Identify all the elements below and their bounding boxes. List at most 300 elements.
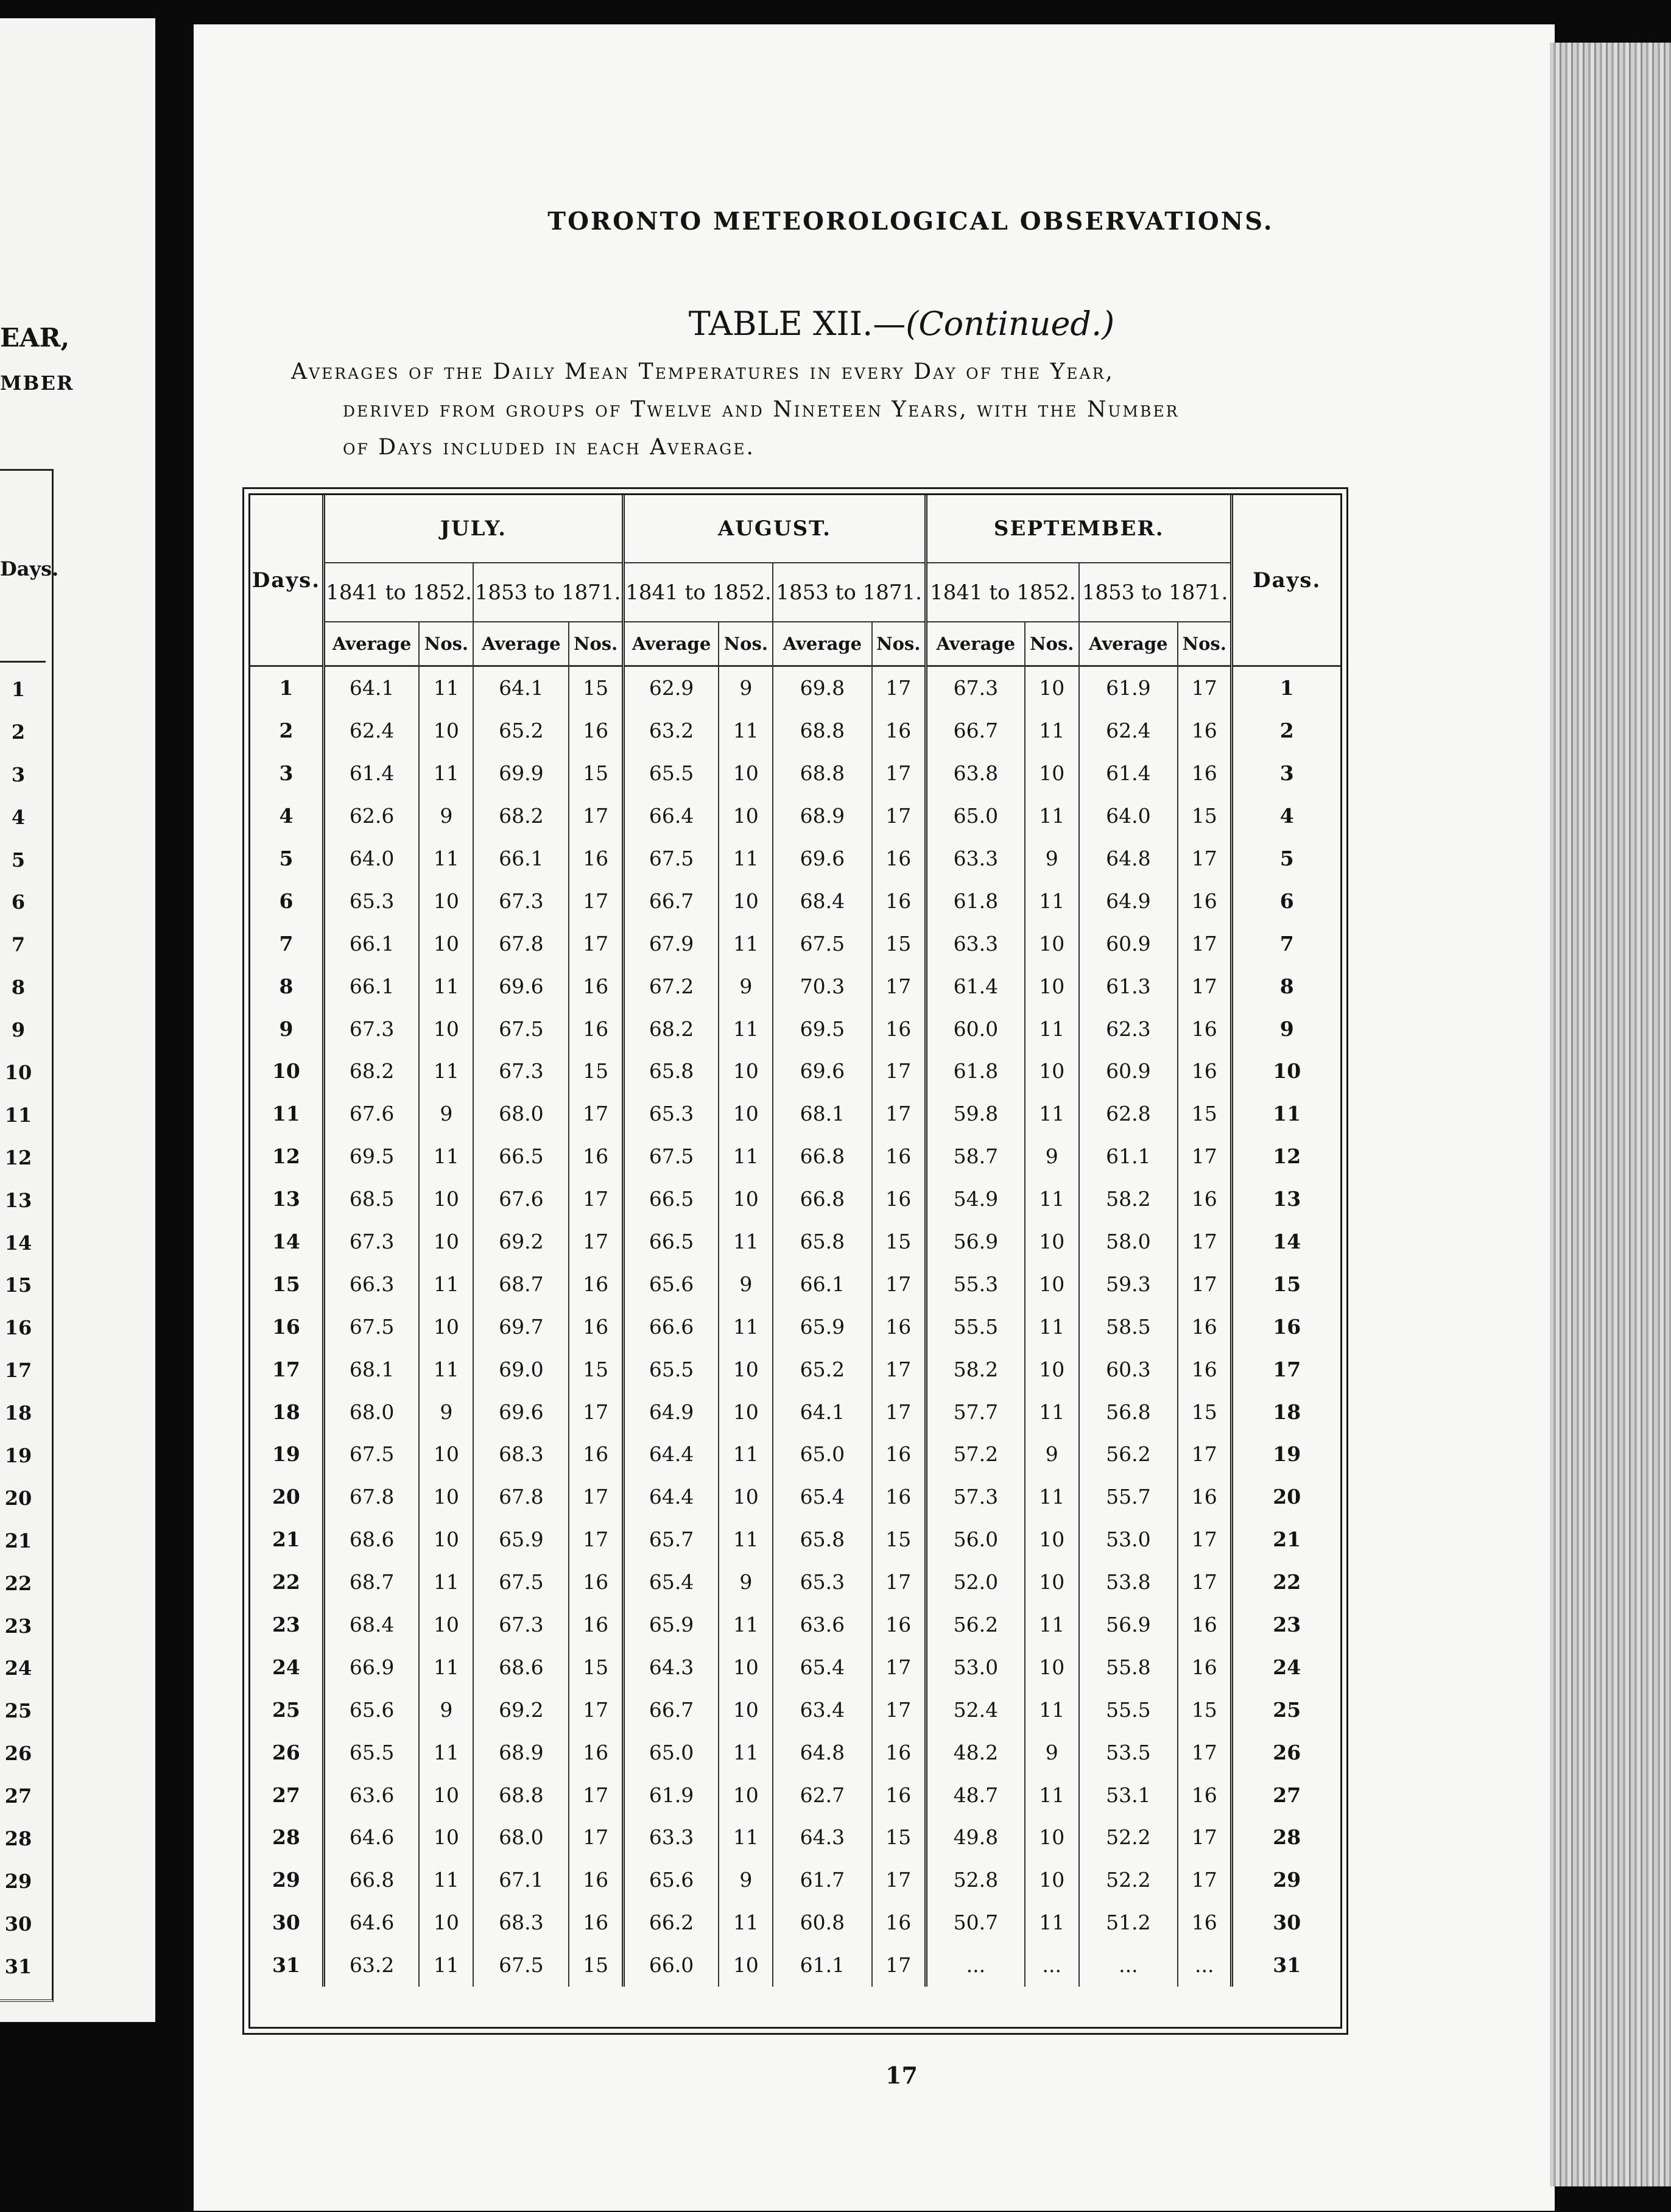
- average-cell: 70.3: [773, 965, 871, 1007]
- average-cell: ...: [926, 1944, 1025, 1987]
- nos-cell: 17: [569, 795, 623, 837]
- average-cell: 57.2: [926, 1433, 1025, 1476]
- average-cell: 62.8: [1079, 1093, 1178, 1135]
- nos-cell: 11: [419, 1731, 473, 1773]
- nos-cell: 10: [1025, 1050, 1079, 1093]
- average-cell: 52.2: [1079, 1816, 1178, 1859]
- nos-cell: 17: [872, 1263, 926, 1305]
- table-row: [250, 752, 1340, 795]
- facing-page-day-number: 13: [4, 1188, 32, 1212]
- average-cell: 68.8: [773, 710, 871, 752]
- average-cell: 68.2: [473, 795, 569, 837]
- day-number-cell: 14: [1273, 1230, 1301, 1254]
- average-cell: 53.0: [1079, 1518, 1178, 1561]
- nos-cell: 16: [569, 1007, 623, 1050]
- facing-page-day-number: 17: [4, 1359, 32, 1382]
- table-row: [250, 1135, 1340, 1178]
- nos-cell: 17: [569, 1773, 623, 1816]
- average-cell: 67.5: [473, 1944, 569, 1987]
- average-cell: 68.2: [623, 1007, 719, 1050]
- month-header-july: JULY.: [323, 495, 623, 563]
- nos-cell: 11: [1025, 1476, 1079, 1518]
- facing-page-day-number: 2: [11, 720, 26, 744]
- average-cell: 58.2: [1079, 1178, 1178, 1220]
- average-cell: 62.4: [1079, 710, 1178, 752]
- day-number-cell: 28: [250, 1816, 323, 1859]
- day-number-cell: 25: [1273, 1697, 1301, 1722]
- nos-cell: 11: [719, 1305, 773, 1348]
- nos-cell: 17: [1178, 1220, 1232, 1263]
- average-cell: 57.7: [926, 1390, 1025, 1433]
- nos-cell: 17: [872, 965, 926, 1007]
- nos-cell: 15: [569, 752, 623, 795]
- day-number-cell: 18: [1273, 1400, 1301, 1424]
- facing-page-day-number: 3: [11, 763, 26, 786]
- average-cell: 67.8: [473, 1476, 569, 1518]
- nos-cell: 16: [569, 1731, 623, 1773]
- nos-cell: 10: [1025, 1646, 1079, 1688]
- day-number-cell: 16: [250, 1305, 323, 1348]
- table-row: [250, 1731, 1340, 1773]
- average-cell: 69.6: [773, 1050, 871, 1093]
- nos-column-header: Nos.: [419, 622, 473, 666]
- table-row: [250, 1476, 1340, 1518]
- facing-page-day-numbers: [0, 669, 37, 1988]
- nos-cell: 16: [1178, 1050, 1232, 1093]
- day-number-cell: 12: [1273, 1144, 1301, 1169]
- facing-page-day-number: 12: [4, 1146, 32, 1169]
- nos-cell: 11: [1025, 1390, 1079, 1433]
- nos-cell: 9: [719, 1859, 773, 1901]
- average-cell: 53.1: [1079, 1773, 1178, 1816]
- day-number-cell: 23: [250, 1604, 323, 1646]
- nos-cell: 15: [569, 1646, 623, 1688]
- average-cell: 67.6: [473, 1178, 569, 1220]
- table-title-main: TABLE XII.—: [688, 305, 906, 343]
- average-cell: 64.9: [1079, 879, 1178, 922]
- average-cell: 51.2: [1079, 1901, 1178, 1944]
- average-cell: 68.9: [473, 1731, 569, 1773]
- day-number-cell: 30: [1273, 1911, 1301, 1935]
- average-cell: 66.3: [323, 1263, 419, 1305]
- average-cell: 61.4: [926, 965, 1025, 1007]
- nos-cell: 16: [1178, 1646, 1232, 1688]
- nos-cell: 11: [719, 1433, 773, 1476]
- day-number-cell: 9: [1279, 1016, 1294, 1041]
- nos-cell: 16: [1178, 1773, 1232, 1816]
- day-number-cell: 14: [250, 1220, 323, 1263]
- facing-page-day-number: 27: [4, 1784, 32, 1808]
- average-cell: 57.3: [926, 1476, 1025, 1518]
- nos-cell: 11: [419, 965, 473, 1007]
- nos-cell: 11: [1025, 1688, 1079, 1731]
- day-number-cell: 13: [1273, 1187, 1301, 1211]
- nos-cell: 10: [419, 1178, 473, 1220]
- period-header: 1853 to 1871.: [473, 563, 623, 622]
- nos-cell: 10: [1025, 1859, 1079, 1901]
- average-cell: 67.3: [323, 1220, 419, 1263]
- nos-cell: 17: [569, 1816, 623, 1859]
- nos-cell: 9: [1025, 1135, 1079, 1178]
- facing-page-day-number: 8: [11, 976, 26, 999]
- day-number-cell: 29: [1273, 1868, 1301, 1892]
- nos-cell: 11: [719, 1518, 773, 1561]
- day-number-cell: 20: [1273, 1485, 1301, 1509]
- table-row: [250, 1348, 1340, 1390]
- nos-cell: 10: [1025, 752, 1079, 795]
- nos-cell: 11: [719, 1007, 773, 1050]
- average-cell: 66.4: [623, 795, 719, 837]
- nos-cell: 10: [1025, 666, 1079, 710]
- page-block-edge: [1550, 43, 1671, 2186]
- facing-page-day-number: 26: [4, 1742, 32, 1766]
- average-cell: 67.5: [773, 922, 871, 965]
- day-number-cell: 22: [1273, 1570, 1301, 1594]
- table-row: [250, 1305, 1340, 1348]
- average-cell: 64.6: [323, 1816, 419, 1859]
- nos-cell: 16: [569, 1561, 623, 1604]
- table-title-continued: (Continued.): [906, 305, 1115, 343]
- average-cell: 64.9: [623, 1390, 719, 1433]
- average-cell: 66.1: [323, 965, 419, 1007]
- day-number-cell: 19: [250, 1433, 323, 1476]
- day-number-cell: 3: [250, 752, 323, 795]
- average-cell: 66.5: [473, 1135, 569, 1178]
- nos-cell: 10: [1025, 1263, 1079, 1305]
- day-number-cell: 21: [1273, 1527, 1301, 1552]
- nos-cell: 10: [419, 1901, 473, 1944]
- average-cell: 61.4: [323, 752, 419, 795]
- nos-cell: 15: [1178, 795, 1232, 837]
- nos-cell: 11: [1025, 795, 1079, 837]
- nos-cell: 11: [419, 1348, 473, 1390]
- nos-cell: 16: [569, 1433, 623, 1476]
- average-cell: 65.5: [323, 1731, 419, 1773]
- period-header: 1853 to 1871.: [773, 563, 926, 622]
- facing-page-day-number: 6: [11, 890, 26, 914]
- nos-cell: 10: [1025, 1220, 1079, 1263]
- nos-cell: 10: [419, 922, 473, 965]
- average-cell: 68.4: [323, 1604, 419, 1646]
- table-row: [250, 1007, 1340, 1050]
- average-cell: 55.5: [1079, 1688, 1178, 1731]
- day-number-cell: 25: [250, 1688, 323, 1731]
- nos-cell: 11: [419, 1944, 473, 1987]
- average-cell: 63.8: [926, 752, 1025, 795]
- facing-page-day-number: 29: [4, 1869, 32, 1893]
- average-cell: 69.9: [473, 752, 569, 795]
- temperature-table: [248, 493, 1342, 2029]
- average-cell: 61.7: [773, 1859, 871, 1901]
- nos-cell: 17: [1178, 1816, 1232, 1859]
- nos-cell: 16: [872, 1135, 926, 1178]
- day-number-cell: 27: [250, 1773, 323, 1816]
- average-cell: 62.9: [623, 666, 719, 710]
- average-cell: 68.2: [323, 1050, 419, 1093]
- average-cell: 69.2: [473, 1220, 569, 1263]
- average-cell: 62.7: [773, 1773, 871, 1816]
- day-number-cell: 18: [250, 1390, 323, 1433]
- day-number-cell: 4: [1279, 804, 1294, 828]
- nos-cell: 10: [719, 1944, 773, 1987]
- nos-column-header: Nos.: [1178, 622, 1232, 666]
- nos-cell: 11: [719, 1220, 773, 1263]
- nos-cell: 10: [719, 1476, 773, 1518]
- average-column-header: Average: [773, 622, 871, 666]
- average-cell: 61.4: [1079, 752, 1178, 795]
- table-row: [250, 1093, 1340, 1135]
- nos-cell: 10: [419, 1305, 473, 1348]
- day-number-cell: 31: [1273, 1953, 1301, 1978]
- day-number-cell: 4: [250, 795, 323, 837]
- average-cell: 64.0: [1079, 795, 1178, 837]
- book-page: [194, 24, 1555, 2211]
- nos-cell: 11: [1025, 1604, 1079, 1646]
- nos-cell: 11: [419, 1135, 473, 1178]
- table-caption: [291, 353, 1546, 467]
- facing-page-day-number: 19: [4, 1444, 32, 1468]
- average-cell: 52.8: [926, 1859, 1025, 1901]
- nos-cell: 17: [1178, 1518, 1232, 1561]
- caption-line: derived from groups of Twelve and Nineteen Years, with the Number: [343, 397, 1180, 422]
- average-cell: 66.5: [623, 1220, 719, 1263]
- nos-cell: 17: [569, 1476, 623, 1518]
- average-cell: 61.1: [1079, 1135, 1178, 1178]
- facing-page-day-number: 15: [4, 1273, 32, 1297]
- facing-page-day-number: 28: [4, 1827, 32, 1851]
- nos-cell: 11: [419, 1646, 473, 1688]
- average-cell: 65.3: [773, 1561, 871, 1604]
- table-row: [250, 1944, 1340, 1987]
- nos-cell: 9: [1025, 837, 1079, 880]
- average-cell: 48.7: [926, 1773, 1025, 1816]
- nos-cell: 10: [1025, 1348, 1079, 1390]
- average-cell: 63.4: [773, 1688, 871, 1731]
- average-cell: 52.4: [926, 1688, 1025, 1731]
- average-cell: 59.8: [926, 1093, 1025, 1135]
- average-cell: 66.2: [623, 1901, 719, 1944]
- nos-cell: 15: [569, 666, 623, 710]
- nos-cell: 11: [719, 710, 773, 752]
- table-row: [250, 710, 1340, 752]
- nos-column-header: Nos.: [569, 622, 623, 666]
- average-cell: 66.8: [773, 1178, 871, 1220]
- facing-page-day-number: 4: [11, 805, 26, 829]
- nos-cell: 10: [719, 1646, 773, 1688]
- nos-cell: 10: [419, 1476, 473, 1518]
- average-cell: 68.6: [473, 1646, 569, 1688]
- average-cell: 66.7: [926, 710, 1025, 752]
- average-cell: 63.3: [926, 837, 1025, 880]
- day-number-cell: 15: [1273, 1272, 1301, 1296]
- average-cell: 63.6: [323, 1773, 419, 1816]
- table-row: [250, 1604, 1340, 1646]
- average-cell: 65.2: [773, 1348, 871, 1390]
- day-number-cell: 10: [250, 1050, 323, 1093]
- day-number-cell: 9: [250, 1007, 323, 1050]
- table-row: [250, 795, 1340, 837]
- average-cell: 60.8: [773, 1901, 871, 1944]
- nos-cell: 16: [1178, 1305, 1232, 1348]
- day-number-cell: 1: [1279, 676, 1294, 700]
- average-cell: 68.1: [773, 1093, 871, 1135]
- facing-page-rule: [0, 661, 46, 663]
- day-number-cell: 16: [1273, 1314, 1301, 1339]
- average-cell: 69.6: [473, 965, 569, 1007]
- average-cell: 67.3: [473, 1050, 569, 1093]
- average-cell: 61.8: [926, 1050, 1025, 1093]
- nos-cell: 9: [719, 666, 773, 710]
- average-cell: 56.2: [926, 1604, 1025, 1646]
- facing-page: [0, 18, 155, 2022]
- nos-cell: 17: [872, 795, 926, 837]
- nos-cell: 10: [719, 1050, 773, 1093]
- average-cell: 65.7: [623, 1518, 719, 1561]
- average-cell: 58.2: [926, 1348, 1025, 1390]
- average-cell: 61.3: [1079, 965, 1178, 1007]
- nos-cell: 15: [1178, 1093, 1232, 1135]
- table-row: [250, 1816, 1340, 1859]
- average-cell: 68.7: [323, 1561, 419, 1604]
- table-row: [250, 879, 1340, 922]
- nos-cell: 15: [569, 1348, 623, 1390]
- nos-cell: 11: [419, 1859, 473, 1901]
- average-cell: 56.0: [926, 1518, 1025, 1561]
- nos-cell: 11: [1025, 710, 1079, 752]
- nos-cell: 15: [569, 1944, 623, 1987]
- table-row: [250, 1263, 1340, 1305]
- average-cell: 68.6: [323, 1518, 419, 1561]
- nos-column-header: Nos.: [719, 622, 773, 666]
- average-cell: 65.9: [473, 1518, 569, 1561]
- average-cell: 67.5: [623, 1135, 719, 1178]
- nos-cell: 15: [872, 1518, 926, 1561]
- nos-cell: 11: [1025, 1901, 1079, 1944]
- average-cell: 59.3: [1079, 1263, 1178, 1305]
- nos-cell: 17: [872, 1348, 926, 1390]
- table-row: [250, 965, 1340, 1007]
- day-number-cell: 5: [250, 837, 323, 880]
- nos-cell: 17: [1178, 922, 1232, 965]
- table-row: [250, 1646, 1340, 1688]
- day-number-cell: 2: [250, 710, 323, 752]
- nos-cell: 16: [569, 837, 623, 880]
- nos-cell: 17: [569, 879, 623, 922]
- nos-cell: 16: [569, 1305, 623, 1348]
- average-cell: 53.5: [1079, 1731, 1178, 1773]
- day-number-cell: 11: [250, 1093, 323, 1135]
- average-cell: 58.0: [1079, 1220, 1178, 1263]
- average-cell: 65.9: [623, 1604, 719, 1646]
- nos-cell: 9: [419, 1390, 473, 1433]
- average-cell: 62.6: [323, 795, 419, 837]
- table-row: [250, 922, 1340, 965]
- average-cell: 68.0: [473, 1816, 569, 1859]
- running-head: TORONTO METEOROLOGICAL OBSERVATIONS.: [547, 207, 1274, 236]
- average-cell: 69.0: [473, 1348, 569, 1390]
- average-cell: 67.8: [323, 1476, 419, 1518]
- average-cell: 64.4: [623, 1476, 719, 1518]
- table-row: [250, 1050, 1340, 1093]
- average-cell: 65.6: [323, 1688, 419, 1731]
- average-cell: 65.3: [623, 1093, 719, 1135]
- nos-cell: 16: [872, 879, 926, 922]
- average-cell: 63.2: [323, 1944, 419, 1987]
- average-cell: 66.8: [773, 1135, 871, 1178]
- day-number-cell: 30: [250, 1901, 323, 1944]
- nos-cell: 10: [1025, 1561, 1079, 1604]
- nos-cell: 16: [569, 1901, 623, 1944]
- nos-cell: 10: [719, 1348, 773, 1390]
- average-cell: 58.5: [1079, 1305, 1178, 1348]
- average-cell: 54.9: [926, 1178, 1025, 1220]
- nos-cell: 17: [872, 1050, 926, 1093]
- average-cell: 67.5: [323, 1305, 419, 1348]
- average-cell: 67.3: [473, 1604, 569, 1646]
- average-cell: 66.1: [773, 1263, 871, 1305]
- nos-cell: 16: [1178, 1348, 1232, 1390]
- nos-cell: 17: [872, 666, 926, 710]
- nos-cell: 10: [419, 1007, 473, 1050]
- day-number-cell: 17: [1273, 1357, 1301, 1381]
- table-title: [194, 305, 1555, 343]
- table-row: [250, 1859, 1340, 1901]
- nos-cell: 16: [872, 710, 926, 752]
- average-cell: 66.7: [623, 879, 719, 922]
- day-number-cell: 1: [250, 666, 323, 710]
- table-row: [250, 1518, 1340, 1561]
- average-cell: 52.2: [1079, 1859, 1178, 1901]
- average-cell: 69.2: [473, 1688, 569, 1731]
- day-number-cell: 20: [250, 1476, 323, 1518]
- nos-cell: 11: [719, 1604, 773, 1646]
- average-cell: 65.3: [323, 879, 419, 922]
- nos-cell: 11: [719, 837, 773, 880]
- nos-cell: 11: [719, 1901, 773, 1944]
- nos-cell: 16: [872, 1178, 926, 1220]
- nos-cell: 17: [569, 1178, 623, 1220]
- average-cell: 50.7: [926, 1901, 1025, 1944]
- average-column-header: Average: [623, 622, 719, 666]
- nos-cell: 16: [1178, 752, 1232, 795]
- average-cell: 48.2: [926, 1731, 1025, 1773]
- average-cell: 65.0: [623, 1731, 719, 1773]
- facing-page-day-number: 14: [4, 1231, 32, 1255]
- average-cell: 65.8: [773, 1518, 871, 1561]
- nos-cell: 10: [719, 1093, 773, 1135]
- average-cell: 55.8: [1079, 1646, 1178, 1688]
- average-cell: 68.0: [323, 1390, 419, 1433]
- average-cell: 64.1: [773, 1390, 871, 1433]
- nos-cell: 17: [569, 1390, 623, 1433]
- average-cell: 68.8: [773, 752, 871, 795]
- average-cell: 65.0: [773, 1433, 871, 1476]
- month-header-august: AUGUST.: [623, 495, 926, 563]
- nos-cell: 11: [419, 837, 473, 880]
- average-cell: 64.8: [1079, 837, 1178, 880]
- nos-cell: 16: [1178, 1901, 1232, 1944]
- average-cell: 68.3: [473, 1433, 569, 1476]
- average-cell: 66.5: [623, 1178, 719, 1220]
- nos-cell: 11: [1025, 1178, 1079, 1220]
- day-number-cell: 2: [1279, 719, 1294, 743]
- day-number-cell: 5: [1279, 847, 1294, 870]
- average-cell: 52.0: [926, 1561, 1025, 1604]
- table-row: [250, 666, 1340, 710]
- nos-cell: 16: [872, 1604, 926, 1646]
- day-number-cell: 27: [1273, 1783, 1301, 1807]
- average-cell: 65.4: [773, 1476, 871, 1518]
